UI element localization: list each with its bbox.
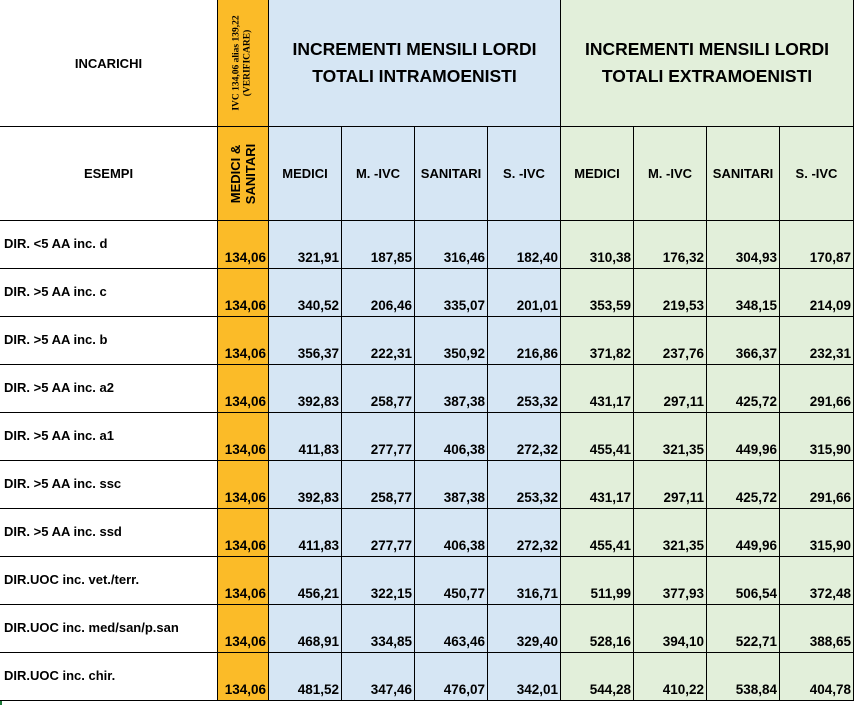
ivc-cell[interactable] [218, 557, 269, 605]
cell-value: 350,92 [443, 346, 485, 361]
column-header-intra-3[interactable] [415, 127, 488, 221]
cell-value: 356,37 [297, 346, 339, 361]
row-label[interactable] [0, 365, 218, 413]
value-cell[interactable] [780, 461, 854, 509]
ivc-cell[interactable] [218, 509, 269, 557]
ivc-value: 134,06 [224, 682, 266, 697]
value-cell[interactable] [707, 461, 780, 509]
cell-value: 219,53 [662, 298, 704, 313]
value-cell[interactable] [342, 509, 415, 557]
header-esempi[interactable] [0, 127, 218, 221]
cell-value: 214,09 [809, 298, 851, 313]
cell-value: 455,41 [589, 538, 631, 553]
cell-value: 187,85 [370, 250, 412, 265]
row-label[interactable] [0, 413, 218, 461]
value-cell[interactable] [269, 413, 342, 461]
cell-value: 315,90 [809, 442, 851, 457]
header-incarichi[interactable] [0, 0, 218, 127]
cell-value: 431,17 [589, 490, 631, 505]
cell-value: 468,91 [297, 634, 339, 649]
ivc-value: 134,06 [224, 490, 266, 505]
ivc-value: 134,06 [224, 250, 266, 265]
row-label-text: DIR. >5 AA inc. ssc [4, 476, 122, 491]
row-label-text: DIR.UOC inc. med/san/p.san [4, 620, 179, 635]
value-cell[interactable] [634, 461, 707, 509]
row-label[interactable] [0, 653, 218, 701]
row-label[interactable] [0, 317, 218, 365]
value-cell[interactable] [780, 653, 854, 701]
cell-value: 297,11 [663, 490, 704, 505]
value-cell[interactable] [634, 557, 707, 605]
cell-value: 377,93 [662, 586, 704, 601]
cell-value: 258,77 [370, 490, 412, 505]
value-cell[interactable] [415, 557, 488, 605]
cell-value: 449,96 [735, 442, 777, 457]
value-cell[interactable] [634, 317, 707, 365]
cell-value: 277,77 [370, 442, 412, 457]
cell-value: 449,96 [735, 538, 777, 553]
value-cell[interactable] [269, 221, 342, 269]
cell-value: 334,85 [370, 634, 412, 649]
cell-value: 335,07 [443, 298, 485, 313]
cell-value: 340,52 [297, 298, 339, 313]
value-cell[interactable] [561, 557, 634, 605]
value-cell[interactable] [780, 557, 854, 605]
value-cell[interactable] [415, 413, 488, 461]
ivc-value: 134,06 [224, 538, 266, 553]
cell-value: 394,10 [662, 634, 704, 649]
value-cell[interactable] [488, 413, 561, 461]
value-cell[interactable] [415, 365, 488, 413]
header-extramoenisti[interactable] [561, 0, 854, 127]
value-cell[interactable] [342, 221, 415, 269]
value-cell[interactable] [342, 413, 415, 461]
value-cell[interactable] [634, 269, 707, 317]
value-cell[interactable] [634, 605, 707, 653]
cell-value: 216,86 [516, 346, 558, 361]
value-cell[interactable] [561, 653, 634, 701]
cell-value: 506,54 [735, 586, 777, 601]
value-cell[interactable] [488, 605, 561, 653]
value-cell[interactable] [269, 317, 342, 365]
value-cell[interactable] [488, 269, 561, 317]
ivc-note-line-2: (VERIFICARE) [243, 29, 253, 97]
value-cell[interactable] [269, 653, 342, 701]
ivc-cell[interactable] [218, 653, 269, 701]
cell-value: 388,65 [809, 634, 851, 649]
value-cell[interactable] [707, 413, 780, 461]
ivc-cell[interactable] [218, 461, 269, 509]
cell-value: 544,28 [589, 682, 631, 697]
cell-value: 392,83 [297, 490, 339, 505]
ivc-value: 134,06 [224, 298, 266, 313]
value-cell[interactable] [707, 653, 780, 701]
row-label-text: DIR. >5 AA inc. a1 [4, 428, 114, 443]
cell-value: 176,32 [662, 250, 704, 265]
column-header-text: SANITARI [712, 166, 774, 181]
column-header-text: M. -IVC [355, 166, 401, 181]
value-cell[interactable] [342, 317, 415, 365]
cell-value: 342,01 [516, 682, 558, 697]
cell-value: 272,32 [516, 538, 558, 553]
ivc-note-line-1: IVC 134,06 alias 139,22 [232, 15, 242, 111]
value-cell[interactable] [269, 461, 342, 509]
row-label[interactable] [0, 461, 218, 509]
cell-value: 511,99 [590, 586, 631, 601]
cell-value: 222,31 [370, 346, 412, 361]
value-cell[interactable] [342, 461, 415, 509]
value-cell[interactable] [634, 365, 707, 413]
row-label-text: DIR. >5 AA inc. a2 [4, 380, 114, 395]
cell-value: 321,35 [662, 538, 704, 553]
cell-value: 425,72 [735, 394, 777, 409]
ivc-value: 134,06 [224, 586, 266, 601]
cell-value: 410,22 [662, 682, 704, 697]
value-cell[interactable] [561, 413, 634, 461]
ivc-cell[interactable] [218, 269, 269, 317]
value-cell[interactable] [488, 221, 561, 269]
cell-value: 316,46 [443, 250, 485, 265]
ivc-cell[interactable] [218, 221, 269, 269]
cell-value: 201,01 [516, 298, 558, 313]
column-header-intra-2[interactable] [342, 127, 415, 221]
row-label-text: DIR.UOC inc. chir. [4, 668, 116, 683]
value-cell[interactable] [561, 269, 634, 317]
value-cell[interactable] [634, 653, 707, 701]
column-header-extra-3[interactable] [707, 127, 780, 221]
cell-value: 253,32 [516, 394, 558, 409]
column-header-intra-4[interactable] [488, 127, 561, 221]
cell-value: 456,21 [297, 586, 339, 601]
value-cell[interactable] [488, 509, 561, 557]
cell-value: 406,38 [443, 538, 485, 553]
cell-value: 291,66 [809, 394, 851, 409]
column-header-extra-1[interactable] [561, 127, 634, 221]
value-cell[interactable] [415, 653, 488, 701]
ivc-label-line-1: MEDICI & [228, 144, 243, 203]
value-cell[interactable] [780, 269, 854, 317]
cell-value: 476,07 [443, 682, 485, 697]
cell-value: 272,32 [516, 442, 558, 457]
cell-value: 538,84 [735, 682, 777, 697]
cell-value: 321,35 [662, 442, 704, 457]
row-label-text: DIR.UOC inc. vet./terr. [4, 572, 140, 587]
row-label-text: DIR. <5 AA inc. d [4, 236, 108, 251]
row-label-text: DIR. >5 AA inc. c [4, 284, 107, 299]
value-cell[interactable] [780, 605, 854, 653]
ivc-value: 134,06 [224, 394, 266, 409]
intra-title-line-2: TOTALI INTRAMOENISTI [312, 66, 517, 86]
value-cell[interactable] [707, 605, 780, 653]
row-label-text: DIR. >5 AA inc. b [4, 332, 108, 347]
cell-value: 387,38 [443, 394, 485, 409]
cell-value: 411,83 [298, 538, 339, 553]
value-cell[interactable] [342, 605, 415, 653]
value-cell[interactable] [561, 317, 634, 365]
cell-value: 371,82 [589, 346, 631, 361]
row-label[interactable] [0, 605, 218, 653]
value-cell[interactable] [269, 605, 342, 653]
value-cell[interactable] [780, 365, 854, 413]
value-cell[interactable] [561, 221, 634, 269]
value-cell[interactable] [561, 365, 634, 413]
cell-value: 372,48 [809, 586, 851, 601]
cell-value: 316,71 [516, 586, 558, 601]
value-cell[interactable] [707, 269, 780, 317]
cell-value: 277,77 [370, 538, 412, 553]
column-header-text: S. -IVC [503, 166, 545, 181]
value-cell[interactable] [780, 413, 854, 461]
ivc-value: 134,06 [224, 634, 266, 649]
value-cell[interactable] [269, 509, 342, 557]
value-cell[interactable] [634, 509, 707, 557]
value-cell[interactable] [342, 653, 415, 701]
cell-value: 182,40 [516, 250, 558, 265]
value-cell[interactable] [488, 461, 561, 509]
cell-value: 315,90 [809, 538, 851, 553]
header-esempi-text: ESEMPI [83, 166, 134, 181]
cell-value: 528,16 [589, 634, 631, 649]
cell-value: 404,78 [809, 682, 851, 697]
value-cell[interactable] [780, 509, 854, 557]
cell-value: 321,91 [297, 250, 339, 265]
header-intramoenisti[interactable] [269, 0, 561, 127]
cell-value: 450,77 [443, 586, 485, 601]
value-cell[interactable] [415, 221, 488, 269]
value-cell[interactable] [269, 557, 342, 605]
value-cell[interactable] [780, 317, 854, 365]
value-cell[interactable] [707, 317, 780, 365]
cell-value: 411,83 [298, 442, 339, 457]
column-header-intra-1[interactable] [269, 127, 342, 221]
value-cell[interactable] [415, 509, 488, 557]
column-header-text: MEDICI [574, 166, 620, 181]
cell-value: 310,38 [589, 250, 631, 265]
ivc-value: 134,06 [224, 346, 266, 361]
cell-value: 258,77 [370, 394, 412, 409]
cell-value: 347,46 [370, 682, 412, 697]
cell-value: 206,46 [370, 298, 412, 313]
cell-value: 170,87 [809, 250, 851, 265]
cell-value: 329,40 [516, 634, 558, 649]
cell-value: 291,66 [809, 490, 851, 505]
value-cell[interactable] [342, 269, 415, 317]
row-label[interactable] [0, 557, 218, 605]
value-cell[interactable] [561, 461, 634, 509]
value-cell[interactable] [561, 605, 634, 653]
cell-value: 366,37 [735, 346, 777, 361]
ivc-value: 134,06 [224, 442, 266, 457]
row-label[interactable] [0, 509, 218, 557]
column-header-text: MEDICI [282, 166, 328, 181]
value-cell[interactable] [269, 365, 342, 413]
header-ivc-label[interactable] [218, 127, 269, 221]
header-ivc-note[interactable] [218, 0, 269, 127]
cell-value: 387,38 [443, 490, 485, 505]
value-cell[interactable] [415, 461, 488, 509]
value-cell[interactable] [707, 221, 780, 269]
ivc-cell[interactable] [218, 605, 269, 653]
value-cell[interactable] [415, 317, 488, 365]
value-cell[interactable] [488, 365, 561, 413]
value-cell[interactable] [488, 653, 561, 701]
cell-value: 322,15 [370, 586, 412, 601]
cell-value: 522,71 [735, 634, 777, 649]
extra-title-line-1: INCREMENTI MENSILI LORDI [584, 39, 830, 59]
cell-value: 406,38 [443, 442, 485, 457]
value-cell[interactable] [707, 557, 780, 605]
cell-value: 353,59 [589, 298, 631, 313]
cell-value: 348,15 [735, 298, 777, 313]
cell-value: 297,11 [663, 394, 704, 409]
row-label-text: DIR. >5 AA inc. ssd [4, 524, 122, 539]
intra-title-line-1: INCREMENTI MENSILI LORDI [292, 39, 537, 59]
ivc-cell[interactable] [218, 413, 269, 461]
cell-value: 425,72 [735, 490, 777, 505]
cell-value: 253,32 [516, 490, 558, 505]
column-header-extra-2[interactable] [634, 127, 707, 221]
row-label[interactable] [0, 269, 218, 317]
column-header-text: S. -IVC [795, 166, 838, 181]
cell-value: 455,41 [589, 442, 631, 457]
extra-title-line-2: TOTALI EXTRAMOENISTI [601, 66, 813, 86]
value-cell[interactable] [634, 221, 707, 269]
cell-value: 431,17 [589, 394, 631, 409]
cell-value: 237,76 [662, 346, 704, 361]
ivc-cell[interactable] [218, 317, 269, 365]
value-cell[interactable] [342, 557, 415, 605]
header-incarichi-text: INCARICHI [74, 55, 143, 71]
value-cell[interactable] [634, 413, 707, 461]
ivc-label-line-2: SANITARI [243, 143, 258, 204]
value-cell[interactable] [488, 557, 561, 605]
cell-value: 481,52 [297, 682, 339, 697]
value-cell[interactable] [415, 269, 488, 317]
ivc-cell[interactable] [218, 365, 269, 413]
value-cell[interactable] [488, 317, 561, 365]
cell-value: 463,46 [443, 634, 485, 649]
value-cell[interactable] [780, 221, 854, 269]
cell-value: 304,93 [735, 250, 777, 265]
cell-value: 232,31 [809, 346, 851, 361]
value-cell[interactable] [415, 605, 488, 653]
value-cell[interactable] [707, 509, 780, 557]
column-header-text: M. -IVC [647, 166, 693, 181]
value-cell[interactable] [707, 365, 780, 413]
cell-value: 392,83 [297, 394, 339, 409]
column-header-text: SANITARI [420, 166, 482, 181]
column-header-extra-4[interactable] [780, 127, 854, 221]
value-cell[interactable] [342, 365, 415, 413]
row-label[interactable] [0, 221, 218, 269]
value-cell[interactable] [269, 269, 342, 317]
value-cell[interactable] [561, 509, 634, 557]
